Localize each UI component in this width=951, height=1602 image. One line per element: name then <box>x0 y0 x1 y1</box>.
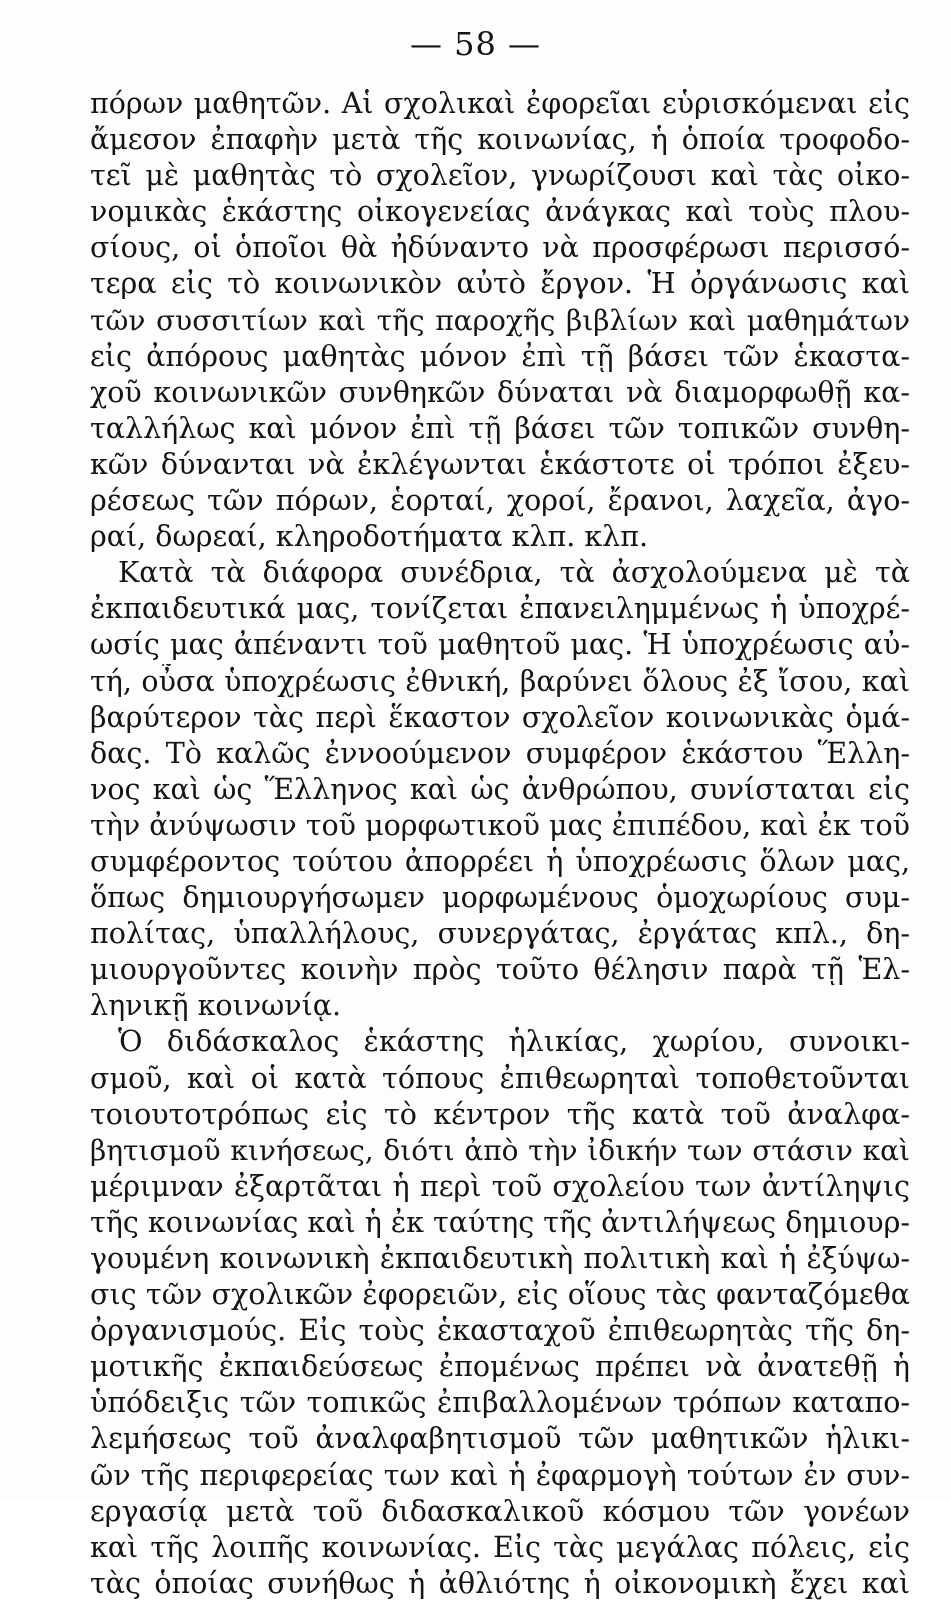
text-line: τῆς κοινωνίας καὶ ἡ ἐκ ταύτης τῆς ἀντιλήψεως δημιουρ- <box>90 1205 910 1239</box>
text-line: τὰς ὁποίας συνήθως ἡ ἀθλιότης ἡ οἰκονομικὴ ἔχει καὶ <box>90 1566 910 1600</box>
text-line: ὀργανισμούς. Εἰς τοὺς ἑκασταχοῦ ἐπιθεωρητὰς τῆς δη- <box>90 1314 910 1348</box>
text-line: σίους, οἱ ὁποῖοι θὰ ἠδύναντο νὰ προσφέρωσι περισσό- <box>90 231 910 265</box>
text-line: Ὁ διδάσκαλος ἑκάστης ἡλικίας, χωρίου, συνοικι- <box>118 1025 910 1059</box>
text-line: σις τῶν σχολικῶν ἐφορειῶν, εἰς οἵους τὰς φανταζόμεθα <box>90 1278 910 1312</box>
text-line: Κατὰ τὰ διάφορα συνέδρια, τὰ ἀσχολούμενα μὲ τὰ <box>118 556 910 590</box>
text-line: ταλλήλως καὶ μόνον ἐπὶ τῇ βάσει τῶν τοπικῶν συνθη- <box>90 411 910 445</box>
text-line: νος καὶ ὡς Ἕλληνος καὶ ὡς ἀνθρώπου, συνίσταται εἰς <box>90 772 910 806</box>
text-line: μιουργοῦντες κοινὴν πρὸς τοῦτο θέλησιν παρὰ τῇ Ἑλ- <box>90 953 910 987</box>
text-line: ἐκπαιδευτικά μας, τονίζεται ἐπανειλημμένως ἡ ὑποχρέ- <box>90 592 910 626</box>
text-line: βητισμοῦ κινήσεως, διότι ἀπὸ τὴν ἰδικήν των στάσιν καὶ <box>90 1133 910 1167</box>
text-line: μοτικῆς ἐκπαιδεύσεως ἐπομένως πρέπει νὰ ἀνατεθῇ ἡ <box>90 1350 910 1384</box>
text-line: ὑπόδειξις τῶν τοπικῶς ἐπιβαλλομένων τρόπων καταπο- <box>90 1386 910 1420</box>
text-line: εἰς ἀπόρους μαθητὰς μόνον ἐπὶ τῇ βάσει τῶν ἑκαστα- <box>90 339 910 373</box>
text-line: βαρύτερον τὰς περὶ ἕκαστον σχολεῖον κοινωνικὰς ὁμά- <box>90 700 910 734</box>
text-line: ῶν τῆς περιφερείας των καὶ ἡ ἐφαρμογὴ τούτων ἐν συν- <box>90 1458 910 1492</box>
text-line: πόρων μαθητῶν. Αἱ σχολικαὶ ἐφορεῖαι εὑρισκόμεναι εἰς <box>90 87 910 120</box>
text-line: ληνικῇ κοινωνίᾳ. <box>90 989 342 1023</box>
text-line: κῶν δύνανται νὰ ἐκλέγωνται ἑκάστοτε οἱ τρόποι ἐξευ- <box>90 447 910 481</box>
text-line: ἄμεσον ἐπαφὴν μετὰ τῆς κοινωνίας, ἡ ὁποία τροφοδο- <box>90 123 910 157</box>
text-line: καὶ τῆς λοιπῆς κοινωνίας. Εἰς τὰς μεγάλας πόλεις, εἰς <box>90 1530 910 1564</box>
text-line: νομικὰς ἑκάστης οἰκογενείας ἀνάγκας καὶ τοὺς πλου- <box>90 195 910 229</box>
text-line: τοιουτοτρόπως εἰς τὸ κέντρον τῆς κατὰ τοῦ ἀναλφα- <box>90 1097 910 1131</box>
text-line: ραί, δωρεαί, κληροδοτήματα κλπ. κλπ. <box>90 520 649 554</box>
body-text <box>90 86 910 1602</box>
text-line: ὅπως δημιουργήσωμεν μορφωμένους ὁμοχωρίους συμ- <box>90 881 910 915</box>
text-line: χοῦ κοινωνικῶν συνθηκῶν δύναται νὰ διαμορφωθῇ κα- <box>90 375 910 409</box>
text-line: ωσίς μας ἀπέναντι τοῦ μαθητοῦ μας. Ἡ ὑποχρέωσις αὐ- <box>90 628 910 662</box>
text-line: τεῖ μὲ μαθητὰς τὸ σχολεῖον, γνωρίζουσι καὶ τὰς οἰκο- <box>90 159 910 193</box>
text-line: δας. Τὸ καλῶς ἐννοούμενον συμφέρον ἑκάστου Ἕλλη- <box>90 736 910 770</box>
text-line: τερα εἰς τὸ κοινωνικὸν αὐτὸ ἔργον. Ἡ ὀργάνωσις καὶ <box>90 267 910 301</box>
text-line: σμοῦ, καὶ οἱ κατὰ τόπους ἐπιθεωρηταὶ τοποθετοῦνται <box>90 1061 910 1095</box>
text-line: λεμήσεως τοῦ ἀναλφαβητισμοῦ τῶν μαθητικῶν ἡλικι- <box>90 1422 910 1456</box>
text-line: πολίτας, ὑπαλλήλους, συνεργάτας, ἐργάτας κπλ., δη- <box>90 917 910 951</box>
text-line: ρέσεως τῶν πόρων, ἑορταί, χοροί, ἔρανοι, λαχεῖα, ἀγο- <box>90 484 910 518</box>
text-line: μέριμναν ἐξαρτᾶται ἡ περὶ τοῦ σχολείου των ἀντίληψις <box>90 1169 910 1203</box>
text-line: τῶν συσσιτίων καὶ τῆς παροχῆς βιβλίων καὶ μαθημάτων <box>90 303 910 337</box>
text-line: γουμένη κοινωνικὴ ἐκπαιδευτικὴ πολιτικὴ καὶ ἡ ἐξύψω- <box>90 1242 910 1275</box>
text-line: τὴν ἀνύψωσιν τοῦ μορφωτικοῦ μας ἐπιπέδου, καὶ ἐκ τοῦ <box>90 808 910 842</box>
text-line: εργασίᾳ μετὰ τοῦ διδασκαλικοῦ κόσμου τῶν γονέων <box>90 1494 910 1528</box>
text-line: συμφέροντος τούτου ἀπορρέει ἡ ὑποχρέωσις ὅλων μας, <box>90 844 910 878</box>
page-number: — 58 — <box>409 25 542 63</box>
text-line: τή, οὖσα ὑποχρέωσις ἐθνική, βαρύνει ὅλους ἐξ ἴσου, καὶ <box>90 664 910 698</box>
